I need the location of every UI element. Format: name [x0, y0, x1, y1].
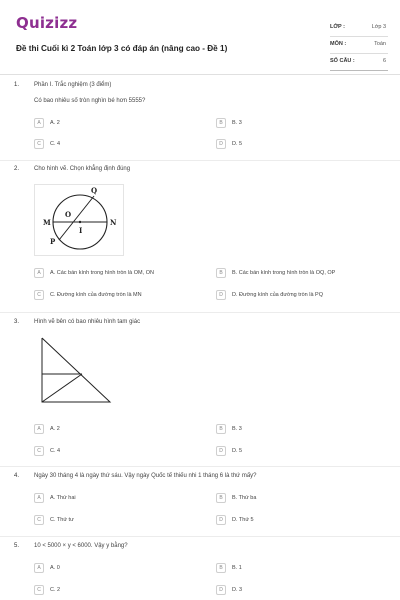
- meta-value: Lớp 3: [371, 24, 386, 30]
- question-number: 5.: [14, 543, 20, 549]
- triangle-figure: [34, 334, 116, 406]
- question-3-options: [14, 424, 386, 464]
- label-q: Q: [91, 186, 98, 195]
- meta-label: LỚP :: [330, 24, 345, 30]
- worksheet-title: Đề thi Cuối kì 2 Toán lớp 3 có đáp án (nâng cao - Đề 1): [16, 44, 228, 53]
- question-4: [14, 473, 386, 533]
- quizizz-logo: Quizizz: [16, 14, 78, 32]
- question-2-options: [14, 268, 386, 308]
- question-number: 3.: [14, 319, 20, 325]
- option-text: C. 2: [50, 587, 61, 593]
- question-divider: [0, 536, 400, 537]
- option-letter-box: B: [216, 493, 226, 503]
- option-text: A. 2: [50, 120, 60, 126]
- meta-label: MÔN :: [330, 41, 347, 47]
- question-number: 1.: [14, 82, 20, 88]
- option-text: B. 3: [232, 426, 242, 432]
- option-letter-box: D: [216, 515, 226, 525]
- meta-row-grade: [330, 20, 388, 37]
- option-letter-box: D: [216, 585, 226, 595]
- option-text: D. 3: [232, 587, 243, 593]
- question-text: Cho hình vẽ. Chọn khẳng định đúng: [34, 166, 131, 172]
- meta-table: [330, 20, 388, 71]
- option-text: D. 5: [232, 141, 243, 147]
- option-text: A. 2: [50, 426, 60, 432]
- label-m: M: [43, 218, 51, 227]
- question-text: Hình vẽ bên có bao nhiêu hình tam giác: [34, 319, 141, 325]
- option-text: D. Đường kính của đường tròn là PQ: [232, 292, 324, 298]
- option-text: C. Thứ tư: [50, 517, 74, 523]
- option-letter-box: B: [216, 268, 226, 278]
- option-text: D. Thứ 5: [232, 517, 254, 523]
- label-n: N: [110, 218, 117, 227]
- question-text: 10 < 5000 × y < 6000. Vậy y bằng?: [34, 543, 128, 549]
- option-text: B. 3: [232, 120, 242, 126]
- circle-diagram: [35, 185, 125, 257]
- option-text: B. 1: [232, 565, 242, 571]
- circle-figure: [34, 184, 124, 256]
- option-letter-box: A: [34, 118, 44, 128]
- option-letter-box: C: [34, 446, 44, 456]
- header-divider: [0, 74, 400, 75]
- option-letter-box: C: [34, 139, 44, 149]
- option-letter-box: A: [34, 424, 44, 434]
- question-text: Ngày 30 tháng 4 là ngày thứ sáu. Vậy ngày Quốc tế thiếu nhi 1 tháng 6 là thứ mấy?: [34, 473, 257, 479]
- question-divider: [0, 466, 400, 467]
- option-letter-box: B: [216, 118, 226, 128]
- question-divider: [0, 160, 400, 161]
- option-letter-box: A: [34, 268, 44, 278]
- option-text: C. 4: [50, 141, 61, 147]
- option-text: C. 4: [50, 448, 61, 454]
- question-5: [14, 543, 386, 600]
- option-letter-box: C: [34, 515, 44, 525]
- option-text: A. Thứ hai: [50, 495, 76, 501]
- label-o: O: [65, 210, 72, 219]
- question-text: Có bao nhiêu số tròn nghìn bé hơn 5555?: [34, 98, 146, 104]
- question-number: 2.: [14, 166, 20, 172]
- label-p: P: [50, 237, 56, 246]
- question-divider: [0, 312, 400, 313]
- question-3: [14, 319, 386, 331]
- meta-row-subject: [330, 37, 388, 54]
- option-letter-box: A: [34, 563, 44, 573]
- option-letter-box: D: [216, 139, 226, 149]
- option-letter-box: B: [216, 424, 226, 434]
- triangle-diagram: [34, 334, 116, 406]
- option-text: B. Các bán kính trong hình tròn là OQ, OP: [232, 270, 336, 276]
- option-text: B. Thứ ba: [232, 495, 257, 501]
- meta-value: 6: [382, 58, 386, 64]
- worksheet-header: [16, 12, 388, 68]
- option-text: A. Các bán kính trong hình tròn là OM, ON: [50, 270, 154, 276]
- meta-label: SỐ CÂU :: [330, 58, 355, 64]
- option-text: C. Đường kính của đường tròn là MN: [50, 292, 142, 298]
- option-letter-box: A: [34, 493, 44, 503]
- option-letter-box: D: [216, 290, 226, 300]
- option-letter-box: C: [34, 290, 44, 300]
- question-section: Phần I. Trắc nghiệm (3 điểm): [34, 82, 112, 88]
- option-letter-box: C: [34, 585, 44, 595]
- option-letter-box: B: [216, 563, 226, 573]
- question-number: 4.: [14, 473, 20, 479]
- meta-value: Toán: [374, 41, 386, 47]
- label-i: I: [79, 226, 83, 235]
- question-1: [14, 82, 386, 152]
- option-text: D. 5: [232, 448, 243, 454]
- option-text: A. 0: [50, 565, 60, 571]
- meta-row-question-count: [330, 54, 388, 71]
- option-letter-box: D: [216, 446, 226, 456]
